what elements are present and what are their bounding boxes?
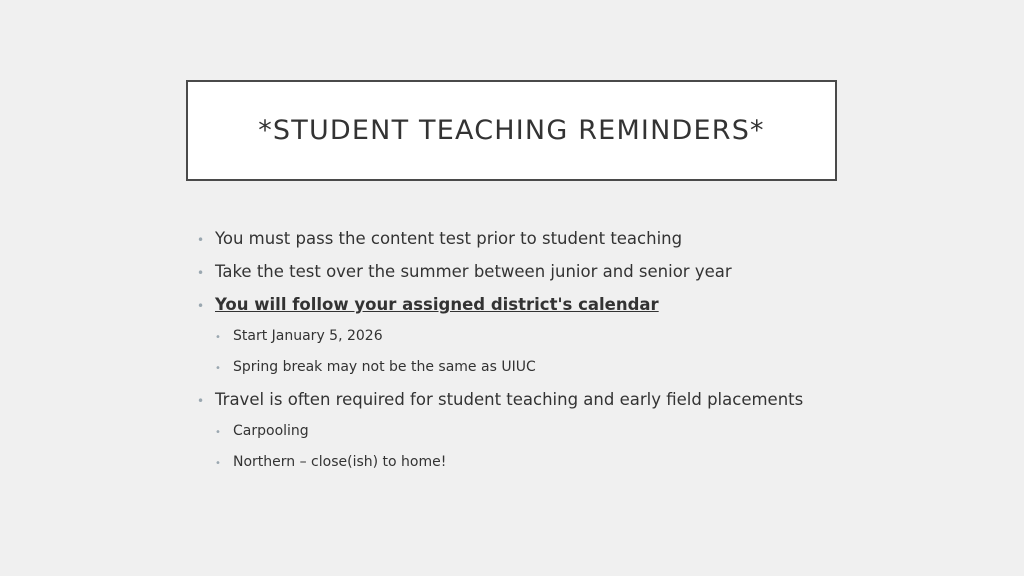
sub-bullet-item — [197, 352, 837, 383]
bullet-text: You must pass the content test prior to student teaching — [215, 229, 683, 248]
bullet-dot-icon: • — [197, 266, 205, 280]
bullet-dot-icon: • — [215, 332, 221, 343]
bullet-item — [197, 255, 837, 288]
bullet-item — [197, 288, 837, 321]
slide-title: *STUDENT TEACHING REMINDERS* — [258, 115, 765, 146]
bullet-text-emphasized: You will follow your assigned district's calendar — [215, 295, 659, 314]
bullet-list — [197, 222, 837, 478]
bullet-dot-icon: • — [215, 427, 221, 438]
bullet-item — [197, 383, 837, 416]
title-box — [186, 80, 837, 181]
sub-bullet-item — [197, 321, 837, 352]
bullet-dot-icon: • — [197, 394, 205, 408]
bullet-dot-icon: • — [215, 458, 221, 469]
bullet-dot-icon: • — [197, 299, 205, 313]
bullet-dot-icon: • — [197, 233, 205, 247]
bullet-content — [197, 222, 837, 478]
sub-bullet-item — [197, 447, 837, 478]
sub-bullet-text: Start January 5, 2026 — [233, 328, 383, 344]
bullet-item — [197, 222, 837, 255]
sub-bullet-text: Spring break may not be the same as UIUC — [233, 359, 536, 375]
bullet-dot-icon: • — [215, 363, 221, 374]
sub-bullet-item — [197, 416, 837, 447]
sub-bullet-text: Northern – close(ish) to home! — [233, 454, 447, 470]
bullet-text: Take the test over the summer between junior and senior year — [215, 262, 732, 281]
sub-bullet-text: Carpooling — [233, 423, 309, 439]
bullet-text: Travel is often required for student teaching and early field placements — [215, 390, 804, 409]
